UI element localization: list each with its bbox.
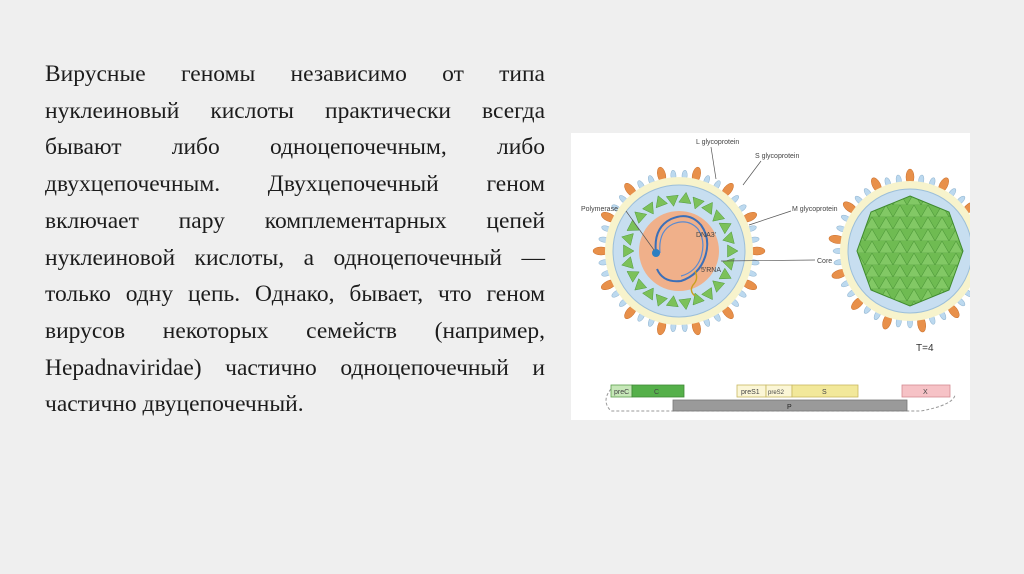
body-paragraph: Вирусные геномы независимо от типа нуклеиновый кислоты практически всегда бывают либо одноцепочечным, либо двухцепочечным. Двухцепочечный геном включает пару комплементарных цепей нуклеиновой кислоты, а одноцепочечный — только одну цепь. Однако, бывает, что геном вирусов некоторых семейств (например, Hepadnaviridae) частично одноцепочечный и частично двуцепочечный. — [45, 61, 545, 418]
gene-p-label: P — [787, 404, 792, 411]
label-rna: 5'RNA — [701, 267, 722, 274]
virion-cross-section — [581, 139, 838, 336]
label-s-glycoprotein: S glycoprotein — [755, 153, 800, 160]
gene-prec-label: preC — [614, 389, 630, 396]
gene-pres2-label: preS2 — [768, 390, 785, 396]
hbv-structure-figure — [571, 133, 970, 420]
gene-x-label: X — [923, 389, 928, 396]
label-dna: DNA3' — [696, 232, 717, 239]
label-polymerase: Polymerase — [581, 206, 618, 213]
gene-s-label: S — [822, 389, 827, 396]
gene-c-label: C — [654, 389, 660, 396]
label-m-glycoprotein: M glycoprotein — [792, 206, 838, 213]
icosahedral-capsid — [857, 196, 963, 306]
hbv-diagram — [571, 133, 970, 420]
genome-map — [606, 385, 955, 411]
label-l-glycoprotein: L glycoprotein — [696, 139, 740, 146]
label-triangulation: T=4 — [916, 343, 934, 354]
gene-pres1-label: preS1 — [741, 389, 760, 396]
label-core: Core — [817, 258, 833, 265]
polymerase-dot — [652, 249, 660, 257]
virion-surface-view — [828, 169, 970, 354]
